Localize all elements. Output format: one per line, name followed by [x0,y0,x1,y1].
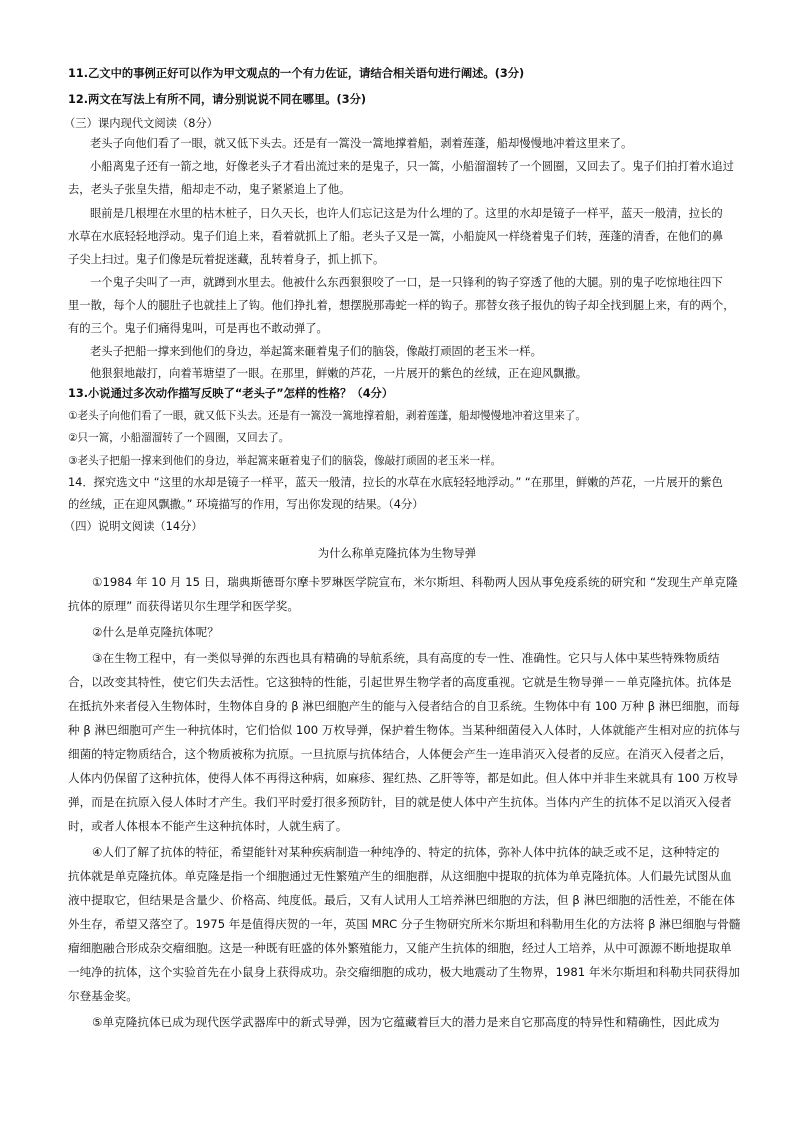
article-line: ②什么是单克隆抗体呢？ [92,625,219,639]
article-line: 抗体就是单克隆抗体。单克隆是指一个细胞通过无性繁殖产生的细胞群，从这细胞中提取的抗体为单克隆抗体。人们最先试图从血 [68,869,732,883]
passage-line: 他狠狠地敲打，向着苇塘望了一眼。在那里，鲜嫩的芦花，一片展开的紫色的丝绒，正在迎风飘撒。 [90,367,588,380]
article-line: 时，或者人体根本不能产生这种抗体时，人就生病了。 [68,819,348,833]
article-line: ①1984 年 10 月 15 日，瑞典斯德哥尔摩卡罗琳医学院宣布，米尔斯坦、科勒两人因从事免疫系统的研究和 “发现生产单克隆 [92,575,738,589]
article-line: 在抵抗外来者侵入生物体时，生物体自身的 β 淋巴细胞产生的能与入侵者结合的自卫系统。生物体中有 100 万种 β 淋巴细胞，而每 [68,699,740,713]
article-line: 尔登基金奖。 [68,989,138,1003]
passage-line: 老头子向他们看了一眼，就又低下头去。还是有一篙没一篙地撑着船，剥着莲蓬，船却慢慢地冲着这里来了。 [90,137,633,150]
article-line: 液中提取它，但结果是含量少、价格高、纯度低。最后，又有人试用人工培养淋巴细胞的方法，但 β 淋巴细胞的活性差，不能在体 [68,893,735,907]
question-11: 11.乙文中的事例正好可以作为甲文观点的一个有力佐证，请结合相关语句进行阐述。(3分) [68,67,525,80]
question-13-item: ②只一篙，小船溜溜转了一个圆圈，又回去了。 [68,432,290,444]
passage-line: 眼前是几根埋在水里的枯木桩子，日久天长，也许人们忘记这是为什么埋的了。这里的水却是镜子一样平，蓝天一般清，拉长的 [90,207,723,220]
article-line: ⑤单克隆抗体已成为现代医学武器库中的新式导弹，因为它蕴藏着巨大的潜力是来自它那高度的特异性和精确性，因此成为 [92,1015,720,1029]
question-14: 14．探究选文中 “这里的水却是镜子一样平，蓝天一般清，拉长的水草在水底轻轻地浮动。” “在那里，鲜嫩的芦花，一片展开的紫色 [68,476,723,489]
question-13-item: ①老头子向他们看了一眼，就又低下头去。还是有一篙没一篙地撑着船，剥着莲蓬，船却慢慢地冲着这里来了。 [68,410,586,422]
question-13: 13.小说通过多次动作描写反映了“老头子”怎样的性格？（4分） [68,387,394,400]
article-line: 种 β 淋巴细胞可产生一种抗体时，它们恰似 100 万枚导弹，保护着生物体。当某种细菌侵入人体时，人体就能产生相对应的抗体与 [68,723,741,737]
section-4-heading: （四）说明文阅读（14分） [64,520,203,533]
passage-line: 去，老头子张皇失措，船却走不动，鬼子紧紧追上了他。 [68,183,351,196]
article-line: 合，以改变其特性，使它们失去活性。它这独特的性能，引起世界生物学者的高度重视。它就是生物导弹－－单克隆抗体。抗体是 [68,675,732,689]
passage-line: 小船离鬼子还有一箭之地，好像老头子才看出流过来的是鬼子，只一篙，小船溜溜转了一个圆圈，又回去了。鬼子们拍打着水追过 [90,160,734,173]
article-line: 一纯净的抗体，这个实验首先在小鼠身上获得成功。杂交瘤细胞的成功，极大地震动了生物界，1981 年米尔斯坦和科勒共同获得加 [68,965,740,979]
article-title: 为什么称单克隆抗体为生物导弹 [317,547,477,560]
passage-line: 里一散，每个人的腿肚子也就挂上了钩。他们挣扎着，想摆脱那毒蛇一样的钩子。那替女孩子报仇的钩子却全找到腿上来，有的两个， [68,299,735,312]
passage-line: 子尖上扫过。鬼子们像是玩着捉迷藏，乱转着身子，抓上抓下。 [68,253,385,266]
article-line: 细菌的特定物质结合，这个物质被称为抗原。一旦抗原与抗体结合，人体便会产生一连串消灭入侵者的反应。在消灭入侵者之后， [68,747,732,761]
passage-line: 水草在水底轻轻地浮动。鬼子们追上来，看着就抓上了船。老头子又是一篙，小船旋风一样绕着鬼子们转，莲蓬的清香，在他们的鼻 [68,230,724,243]
question-14-cont: 的丝绒，正在迎风飘撒。” 环境描写的作用，写出你发现的结果。（4分） [68,498,424,511]
article-line: ③在生物工程中，有一类似导弹的东西也具有精确的导航系统，具有高度的专一性、准确性。它只与人体中某些特殊物质结 [92,651,720,665]
article-line: 弹，而是在抗原入侵人体时才产生。我们平时爱打很多预防针，目的就是使人体中产生抗体。当体内产生的抗体不足以消灭入侵者 [68,795,732,809]
passage-line: 老头子把船一撑来到他们的身边，举起篙来砸着鬼子们的脑袋，像敲打顽固的老玉米一样。 [90,345,542,358]
article-line: 抗体的原理” 而获得诺贝尔生理学和医学奖。 [68,599,300,613]
article-line: 外生存，希望又落空了。1975 年是值得庆贺的一年，英国 MRC 分子生物研究所米尔斯坦和科勒用生化的方法将 β 淋巴细胞与骨髓 [68,917,741,931]
passage-line: 一个鬼子尖叫了一声，就蹲到水里去。他被什么东西狠狠咬了一口，是一只锋利的钩子穿透了他的大腿。别的鬼子吃惊地往四下 [90,276,723,289]
question-12: 12.两文在写法上有所不同，请分别说说不同在哪里。(3分) [68,93,367,106]
section-3-heading: （三）课内现代文阅读（8分） [64,117,219,130]
passage-line: 有的三个。鬼子们痛得鬼叫，可是再也不敢动弹了。 [68,322,328,335]
article-line: ④人们了解了抗体的特征，希望能针对某种疾病制造一种纯净的、特定的抗体，弥补人体中抗体的缺乏或不足，这种特定的 [92,845,720,859]
article-line: 人体内仍保留了这种抗体，使得人体不再得这种病，如麻疹、猩红热、乙肝等等，都是如此。但人体中并非生来就具有 100 万枚导 [68,771,739,785]
article-line: 瘤细胞融合形成杂交瘤细胞。这是一种既有旺盛的体外繁殖能力，又能产生抗体的细胞，经过人工培养，从中可源源不断地提取单 [68,941,732,955]
question-13-item: ③老头子把船一撑来到他们的身边，举起篙来砸着鬼子们的脑袋，像敲打顽固的老玉米一样。 [68,455,502,467]
